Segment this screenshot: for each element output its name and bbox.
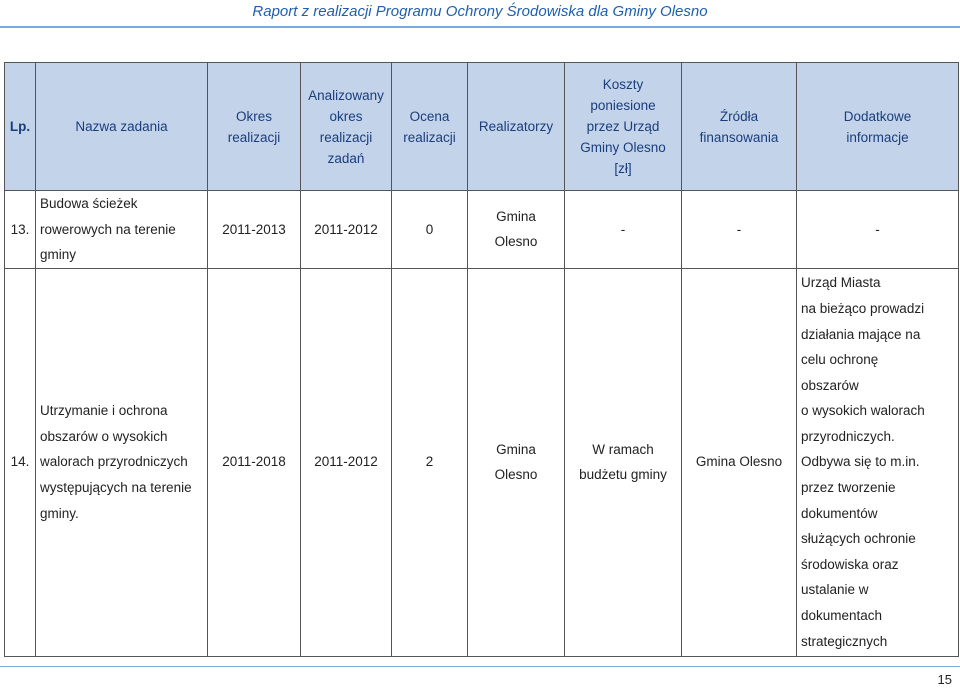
- cell-additional-info: -: [797, 191, 959, 269]
- cell-task-name: Budowa ścieżek rowerowych na terenie gminy: [36, 191, 208, 269]
- column-header-period: Okres realizacji: [208, 63, 301, 191]
- table-row: [5, 191, 959, 269]
- cell-lp: 14.: [5, 268, 36, 656]
- column-header-costs: Koszty poniesione przez Urząd Gminy Olesno [zł]: [565, 63, 682, 191]
- column-header-additional-info: Dodatkowe informacje: [797, 63, 959, 191]
- table-row: [5, 268, 959, 656]
- page-number: 15: [937, 672, 952, 687]
- cell-costs: -: [565, 191, 682, 269]
- cell-rating: 2: [392, 268, 468, 656]
- header-divider: [0, 26, 960, 28]
- cell-costs: W ramach budżetu gminy: [565, 268, 682, 656]
- cell-funding-sources: Gmina Olesno: [682, 268, 797, 656]
- cell-rating: 0: [392, 191, 468, 269]
- cell-funding-sources: -: [682, 191, 797, 269]
- footer-divider: [0, 666, 960, 667]
- cell-additional-info: Urząd Miasta na bieżąco prowadzi działania mające na celu ochronę obszarów o wysokich walorach przyrodniczych. Odbywa się to m.in. przez tworzenie dokumentów służących ochronie środowiska oraz ustalanie w dokumentach strategicznych: [797, 268, 959, 656]
- running-header-title: Raport z realizacji Programu Ochrony Środowiska dla Gminy Olesno: [252, 3, 708, 20]
- cell-executors: Gmina Olesno: [468, 191, 565, 269]
- column-header-funding-sources: Źródła finansowania: [682, 63, 797, 191]
- cell-analyzed-period: 2011-2012: [301, 268, 392, 656]
- report-table: [4, 62, 959, 657]
- column-header-analyzed-period: Analizowany okres realizacji zadań: [301, 63, 392, 191]
- column-header-lp: Lp.: [5, 63, 36, 191]
- cell-period: 2011-2013: [208, 191, 301, 269]
- column-header-executors: Realizatorzy: [468, 63, 565, 191]
- table-header-row: [5, 63, 959, 191]
- cell-lp: 13.: [5, 191, 36, 269]
- column-header-task-name: Nazwa zadania: [36, 63, 208, 191]
- column-header-rating: Ocena realizacji: [392, 63, 468, 191]
- cell-period: 2011-2018: [208, 268, 301, 656]
- cell-executors: Gmina Olesno: [468, 268, 565, 656]
- cell-task-name: Utrzymanie i ochrona obszarów o wysokich walorach przyrodniczych występujących na terenie gminy.: [36, 268, 208, 656]
- cell-analyzed-period: 2011-2012: [301, 191, 392, 269]
